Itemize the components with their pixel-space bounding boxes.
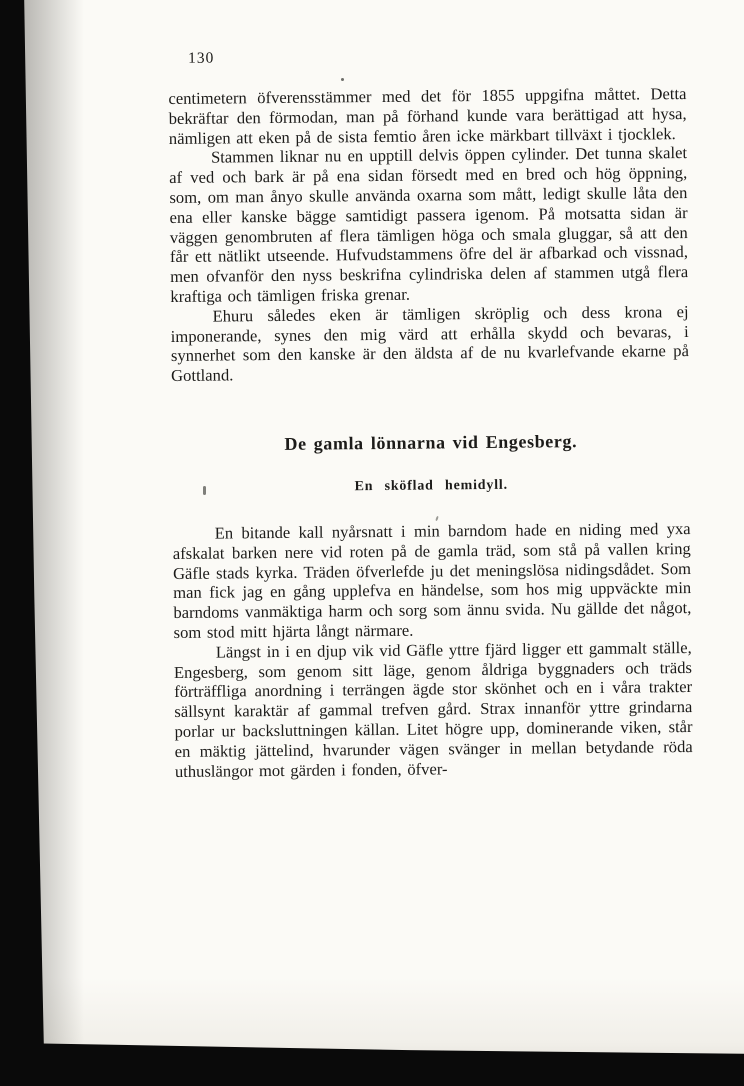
paragraph: Längst in i en djup vik vid Gäfle yttre fjärd ligger ett gammalt ställe, Engesberg, som genom sitt läge, genom åldriga byggnaders och träds förträffliga anordning i terrängen ägde stor skönhet och en i våra trakter sällsynt karaktär af gammal trefven gård. Strax innanför yttre grindarna porlar ur backsluttningen källan. Litet högre upp, dominerande viken, står en mäktig jättelind, hvarunder vägen svänger in mellan betydande röda uthuslängor mot gärden i fonden, öfver- [173,637,693,781]
scan-edge-left [0,0,44,1086]
paragraph: En bitande kall nyårsnatt i min barndom hade en niding med yxa afskalat barken nere vid roten på de gamla träd, som stå på vallen kring Gäfle stads kyrka. Träden öfverlefde ju det meningslösa nidingsdådet. Som man fick jag en gång upplefva en händelse, som hos mig uppväckte min barndoms vanmäktiga harm och sorg som ännu svida. Nu gällde det något, som stod mitt hjärta långt närmare. [172,518,692,642]
chapter-subheading: En sköflad hemidyll. [354,477,508,495]
page-content [168,45,693,781]
paragraph-continuation: centimetern öfverensstämmer med det för 1855 uppgifna måttet. Detta bekräftar den förmodan, man på förhand kunde vara berättigad att hysa, nämligen att eken på de sista femtio åren icke märkbart tillväxt i tjocklek. [168,84,687,148]
page-number: 130 [187,49,215,67]
scan-edge-bottom [0,1040,744,1086]
paragraph: Stammen liknar nu en upptill delvis öppen cylinder. Det tunna skalet af ved och bark är på ena sidan försedt med en bred och hög öppning, som, om man ånyo skulle använda oxarna som mått, ledigt skulle låta den ena eller kanske bägge samtidigt passera igenom. På motsatta sidan är väggen genombruten af flera tämligen höga och smala gluggar, så att den får ett nätlikt utseende. Hufvudstammens öfre del är afbarkad och vissnad, men ofvanför den nyss beskrifna cylindriska delen af stammen utgå flera kraftiga och tämligen friska grenar. [169,143,689,306]
chapter-heading: De gamla lönnarna vid Engesberg. [284,431,578,454]
paragraph: Ehuru således eken är tämligen skröplig och dess krona ej imponerande, synes den mig värd att erhålla skydd och bevaras, i synnerhet som den kanske är den äldsta af de nu kvarlefvande ekarne på Gottland. [170,301,690,386]
